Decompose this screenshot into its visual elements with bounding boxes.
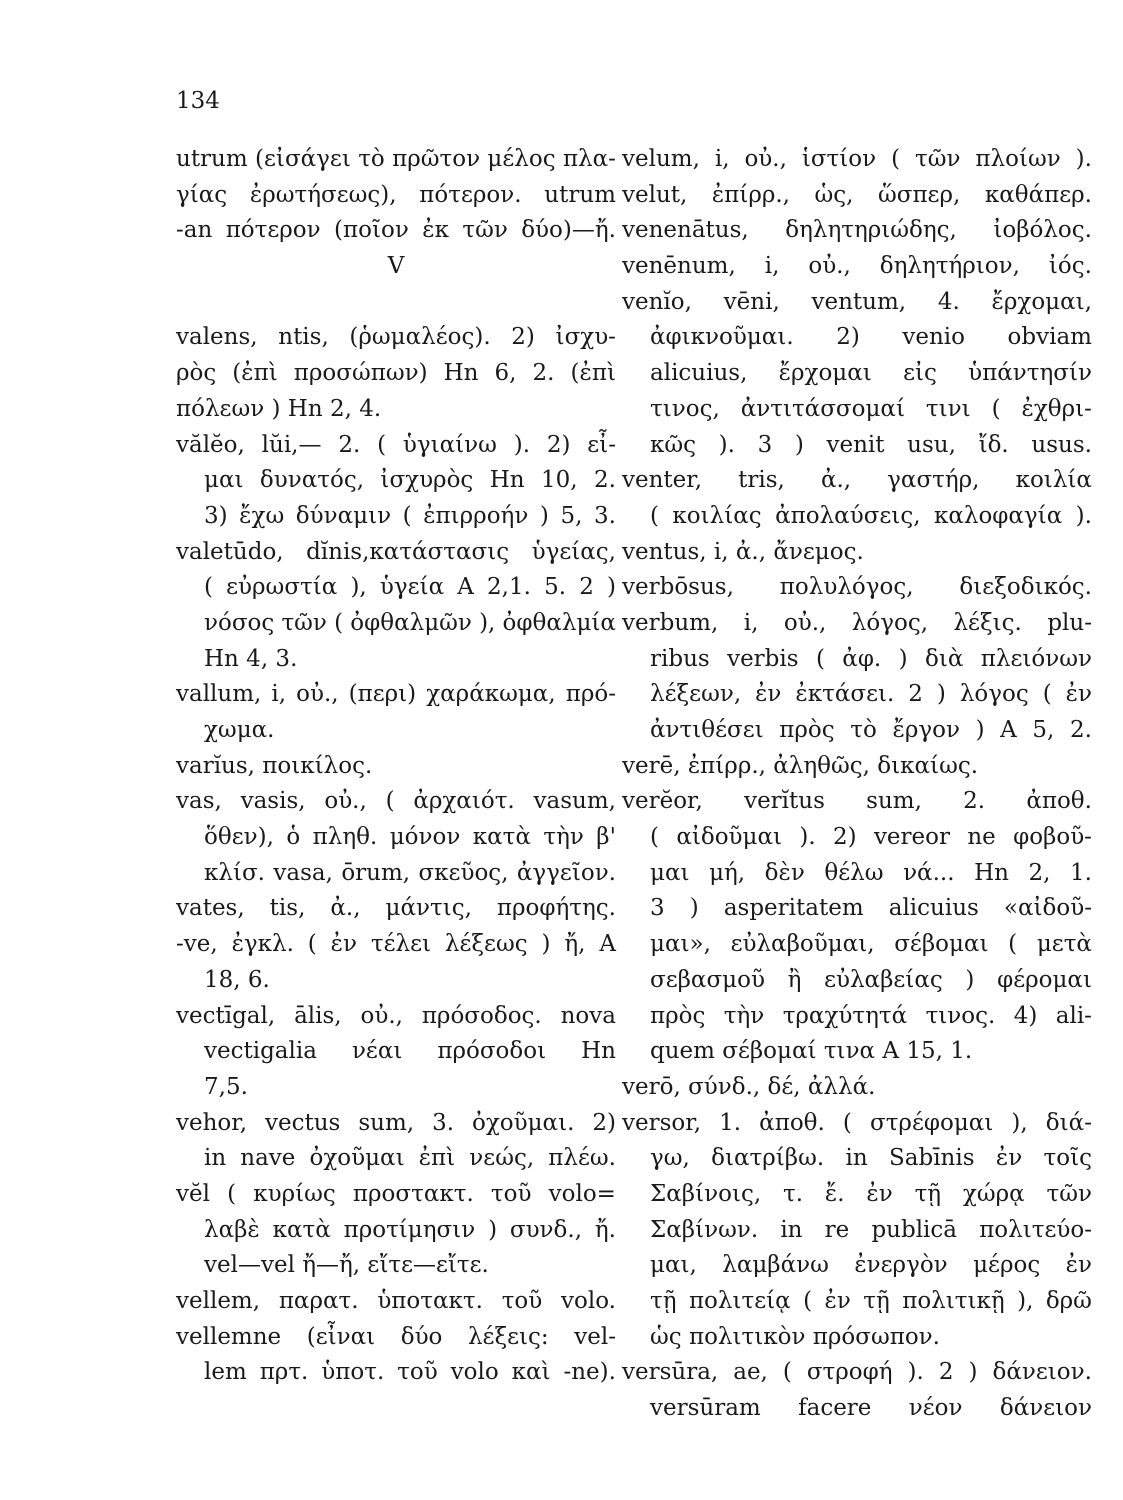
text-line: versūram facere νέον δάνειον	[650, 1395, 1092, 1422]
text-line: verō, σύνδ., δέ, ἀλλά.	[622, 1073, 876, 1100]
text-line: vellem, παρατ. ὑποτακτ. τοῦ volo.	[176, 1288, 616, 1314]
text-line: verĕor, verĭtus sum, 2. ἀποθ.	[622, 788, 1092, 815]
text-line	[176, 285, 616, 321]
text-line: -an πότερον (ποῖον ἐκ τῶν δύο)—ἤ.	[176, 217, 616, 244]
text-line: versūra, ae, ( στροφή ). 2 ) δάνειον.	[622, 1359, 1092, 1386]
text-line: vectīgal, ālis, οὐ., πρόσοδος. nova	[176, 1002, 616, 1029]
text-line: ἀντιθέσει πρὸς τὸ ἔργον ) A 5, 2.	[650, 717, 1092, 743]
text-line: μαι», εὐλαβοῦμαι, σέβομαι ( μετὰ	[650, 931, 1092, 958]
text-line: verbum, i, οὐ., λόγος, λέξις. plu-	[622, 609, 1092, 636]
text-line: valetūdo, dĭnis,κατάστασις ὑγείας,	[176, 538, 616, 565]
text-line: vas, vasis, οὐ., ( ἀρχαιότ. vasum,	[176, 788, 616, 815]
text-line: μαι, λαμβάνω ἐνεργὸν μέρος ἐν	[650, 1252, 1092, 1279]
text-line: ribus verbis ( ἀφ. ) διὰ πλειόνων	[650, 645, 1092, 672]
text-line: vectigalia νέαι πρόσοδοι Hn	[204, 1038, 616, 1065]
text-line: lem πρτ. ὑποτ. τοῦ volo καὶ -ne).	[204, 1359, 616, 1386]
text-line: venter, tris, ἀ., γαστήρ, κοιλία	[622, 467, 1092, 494]
text-line: 7,5.	[204, 1073, 248, 1100]
text-line: vates, tis, ἀ., μάντις, προφήτης.	[176, 895, 616, 922]
page-number: 134	[176, 88, 220, 114]
text-line: γω, διατρίβω. in Sabīnis ἐν τοῖς	[650, 1145, 1092, 1172]
text-line: vel—vel ἤ—ἤ, εἴτε—εἴτε.	[204, 1252, 489, 1279]
text-line: ( αἰδοῦμαι ). 2) vereor ne φοβοῦ-	[650, 824, 1092, 851]
text-line: μαι μή, δὲν θέλω νά... Hn 2, 1.	[650, 859, 1092, 886]
text-line: venĭo, vēni, ventum, 4. ἔρχομαι,	[622, 288, 1092, 315]
text-line: 3 ) asperitatem alicuius «αἰδοῦ-	[650, 895, 1092, 922]
text-line: ρὸς (ἐπὶ προσώπων) Hn 6, 2. (ἐπὶ	[176, 360, 616, 387]
text-line: varĭus, ποικίλος.	[176, 752, 373, 779]
text-line: 3) ἔχω δύναμιν ( ἐπιρροήν ) 5, 3.	[204, 502, 616, 529]
text-line: verbōsus, πολυλόγος, διεξοδικός.	[622, 574, 1092, 601]
text-line: γίας ἐρωτήσεως), πότερον. utrum	[176, 181, 616, 208]
text-line: venenātus, δηλητηριώδης, ἰοβόλος.	[622, 217, 1092, 244]
text-line: τινος, ἀντιτάσσομαί τινι ( ἐχθρι-	[650, 395, 1092, 422]
text-line: vălĕo, lŭi,— 2. ( ὑγιαίνω ). 2) εἶ-	[176, 431, 616, 458]
text-line: νόσος τῶν ( ὀφθαλμῶν ), ὀφθαλμία	[204, 609, 616, 636]
text-line: alicuius, ἔρχομαι εἰς ὑπάντησίν	[650, 360, 1092, 387]
text-line: κλίσ. vasa, ōrum, σκεῦος, ἀγγεῖον.	[204, 859, 616, 886]
text-line: ventus, i, ἀ., ἄνεμος.	[622, 538, 864, 565]
text-line: quem σέβομαί τινα A 15, 1.	[650, 1038, 973, 1065]
text-line: ἀφικνοῦμαι. 2) venio obviam	[650, 324, 1092, 351]
text-line: λέξεων, ἐν ἐκτάσει. 2 ) λόγος ( ἐν	[650, 681, 1092, 708]
text-line: vallum, i, οὐ., (περι) χαράκωμα, πρό-	[176, 681, 616, 708]
text-line: λαβὲ κατὰ προτίμησιν ) συνδ., ἤ.	[204, 1216, 616, 1243]
text-line: utrum (εἰσάγει τὸ πρῶτον μέλος πλα-	[176, 146, 616, 172]
text-line: -ve, ἐγκλ. ( ἐν τέλει λέξεως ) ἤ, A	[176, 931, 616, 958]
text-line: venēnum, i, οὐ., δηλητήριον, ἰός.	[622, 253, 1092, 280]
text-line: μαι δυνατός, ἰσχυρὸς Hn 10, 2.	[204, 467, 616, 494]
text-line: ὅθεν), ὁ πληθ. μόνον κατὰ τὴν β'	[204, 824, 616, 851]
text-line: vĕl ( κυρίως προστακτ. τοῦ volo=	[176, 1180, 616, 1207]
text-line: ( εὐρωστία ), ὑγεία A 2,1. 5. 2 )	[204, 574, 616, 601]
text-line: ὡς πολιτικὸν πρόσωπον.	[650, 1323, 940, 1350]
text-line: V	[387, 253, 405, 280]
text-line: ( κοιλίας ἀπολαύσεις, καλοφαγία ).	[650, 502, 1092, 529]
text-line: σεβασμοῦ ἢ εὐλαβείας ) φέρομαι	[650, 966, 1092, 993]
text-line: Σαβίνοις, τ. ἔ. ἐν τῇ χώρᾳ τῶν	[650, 1180, 1092, 1207]
left-column	[176, 142, 616, 1391]
text-line: valens, ntis, (ῥωμαλέος). 2) ἰσχυ-	[176, 324, 616, 351]
text-line: in nave ὀχοῦμαι ἐπὶ νεώς, πλέω.	[204, 1145, 616, 1172]
text-line: vehor, vectus sum, 3. ὀχοῦμαι. 2)	[176, 1109, 616, 1136]
text-line: χωμα.	[204, 717, 275, 743]
text-line: κῶς ). 3 ) venit usu, ἴδ. usus.	[650, 431, 1092, 458]
text-line: verē, ἐπίρρ., ἀληθῶς, δικαίως.	[622, 752, 979, 779]
text-line: Hn 4, 3.	[204, 645, 298, 672]
text-line: 18, 6.	[204, 966, 270, 993]
text-line: versor, 1. ἀποθ. ( στρέφομαι ), διά-	[622, 1109, 1092, 1136]
text-line: velum, i, οὐ., ἱστίον ( τῶν πλοίων ).	[622, 146, 1092, 172]
text-line: πρὸς τὴν τραχύτητά τινος. 4) ali-	[650, 1002, 1092, 1029]
text-line: vellemne (εἶναι δύο λέξεις: vel-	[176, 1323, 616, 1350]
text-line: τῇ πολιτείᾳ ( ἐν τῇ πολιτικῇ ), δρῶ	[650, 1288, 1092, 1314]
text-line: velut, ἐπίρρ., ὡς, ὥσπερ, καθάπερ.	[622, 181, 1092, 208]
text-line: πόλεων ) Hn 2, 4.	[176, 395, 382, 422]
right-column	[622, 142, 1092, 1427]
text-line: Σαβίνων. in re publicā πολιτεύο-	[650, 1216, 1092, 1243]
